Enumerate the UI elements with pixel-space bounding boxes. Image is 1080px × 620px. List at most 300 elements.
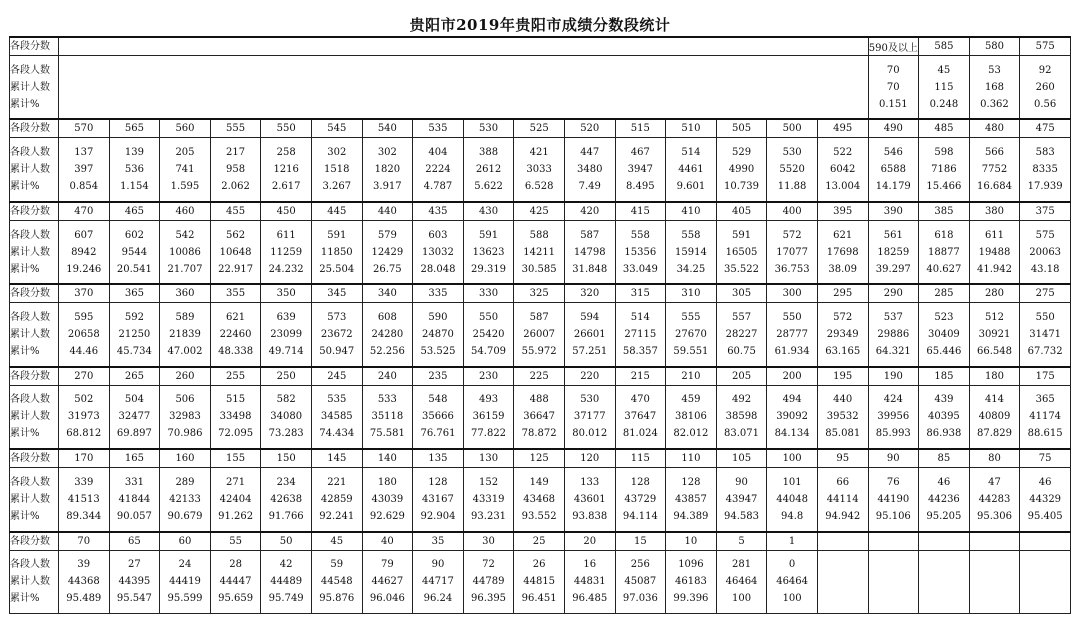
cumulative-value: 17077 bbox=[776, 246, 809, 258]
percent-value: 94.942 bbox=[825, 510, 861, 522]
score-cell: 240 bbox=[362, 367, 413, 386]
count-value: 591 bbox=[731, 229, 752, 241]
score-cell: 20 bbox=[564, 532, 615, 551]
score-cell: 435 bbox=[413, 202, 464, 221]
score-cell: 360 bbox=[160, 284, 211, 303]
value-cell bbox=[666, 468, 717, 532]
percent-value: 63.165 bbox=[825, 346, 861, 358]
cumulative-value: 13032 bbox=[422, 246, 454, 258]
score-cell: 290 bbox=[868, 284, 919, 303]
percent-value: 19.246 bbox=[66, 263, 102, 275]
data-row bbox=[10, 138, 1071, 202]
score-cell: 180 bbox=[969, 367, 1020, 386]
value-cell bbox=[160, 220, 211, 284]
cumulative-value: 2224 bbox=[425, 164, 451, 176]
score-cell: 80 bbox=[969, 449, 1020, 468]
value-cell bbox=[59, 468, 110, 532]
percent-value: 30.585 bbox=[521, 263, 557, 275]
cumulative-value: 44368 bbox=[67, 576, 100, 588]
value-cell bbox=[59, 138, 110, 202]
blank-cell bbox=[59, 37, 869, 56]
cumulative-value: 44717 bbox=[422, 576, 454, 588]
value-cell bbox=[210, 220, 261, 284]
score-cell: 375 bbox=[1020, 202, 1071, 221]
percent-value: 16.684 bbox=[976, 181, 1012, 193]
score-cell: 580 bbox=[969, 37, 1020, 56]
value-cell bbox=[261, 385, 312, 449]
count-value: 611 bbox=[984, 229, 1005, 241]
count-value: 128 bbox=[630, 476, 650, 488]
percent-value: 17.939 bbox=[1027, 181, 1063, 193]
cumulative-value: 44236 bbox=[927, 493, 960, 505]
percent-value: 75.581 bbox=[369, 428, 405, 440]
value-cell bbox=[969, 385, 1020, 449]
cumulative-value: 15914 bbox=[675, 246, 707, 258]
value-cell bbox=[615, 220, 666, 284]
cumulative-value bbox=[869, 573, 919, 590]
percent-value: 29.319 bbox=[471, 263, 507, 275]
score-cell: 355 bbox=[210, 284, 261, 303]
count-value: 302 bbox=[377, 147, 397, 159]
cumulative-value: 44190 bbox=[877, 493, 910, 505]
count-value: 514 bbox=[681, 147, 701, 159]
value-cell bbox=[716, 220, 767, 284]
percent-value: 68.812 bbox=[66, 428, 102, 440]
count-value: 602 bbox=[124, 229, 144, 241]
cumulative-value: 23099 bbox=[270, 329, 303, 341]
cumulative-value bbox=[1020, 573, 1070, 590]
cumulative-value: 23672 bbox=[320, 329, 353, 341]
count-value: 561 bbox=[883, 229, 903, 241]
value-cell bbox=[59, 550, 110, 613]
row-labels bbox=[10, 56, 59, 120]
cumulative-value: 44283 bbox=[978, 493, 1011, 505]
row-label-cumulative: 累计人数 bbox=[10, 246, 50, 258]
value-cell bbox=[615, 550, 666, 613]
percent-value: 91.766 bbox=[268, 510, 304, 522]
score-cell bbox=[969, 532, 1020, 551]
cumulative-value: 8335 bbox=[1032, 164, 1058, 176]
value-cell bbox=[261, 138, 312, 202]
percent-value: 47.002 bbox=[167, 346, 203, 358]
row-label-count: 各段人数 bbox=[10, 64, 50, 76]
cumulative-value: 41174 bbox=[1029, 411, 1062, 423]
percent-value: 72.095 bbox=[218, 428, 254, 440]
score-cell: 490 bbox=[868, 119, 919, 138]
cumulative-value: 18877 bbox=[927, 246, 960, 258]
row-label-score: 各段分数 bbox=[10, 202, 59, 221]
cumulative-value: 260 bbox=[1035, 81, 1055, 93]
percent-value: 24.232 bbox=[268, 263, 304, 275]
count-value: 535 bbox=[327, 394, 347, 406]
score-cell: 280 bbox=[969, 284, 1020, 303]
count-value: 90 bbox=[431, 559, 445, 571]
count-value: 281 bbox=[731, 559, 752, 571]
cumulative-value: 26601 bbox=[573, 329, 606, 341]
cumulative-value: 42404 bbox=[219, 493, 252, 505]
cumulative-value: 44789 bbox=[472, 576, 505, 588]
value-cell bbox=[362, 303, 413, 367]
score-header-row bbox=[10, 37, 1071, 56]
row-label-score: 各段分数 bbox=[10, 532, 59, 551]
cumulative-value: 8942 bbox=[71, 246, 97, 258]
percent-value: 40.627 bbox=[926, 263, 962, 275]
data-row bbox=[10, 56, 1071, 120]
value-cell bbox=[868, 56, 919, 120]
value-cell bbox=[767, 550, 818, 613]
score-cell: 430 bbox=[463, 202, 514, 221]
value-cell bbox=[413, 550, 464, 613]
score-cell: 555 bbox=[210, 119, 261, 138]
percent-value: 89.344 bbox=[66, 510, 102, 522]
value-cell bbox=[311, 468, 362, 532]
count-value: 289 bbox=[175, 476, 195, 488]
cumulative-value: 42859 bbox=[320, 493, 353, 505]
value-cell bbox=[767, 138, 818, 202]
percent-value: 78.872 bbox=[521, 428, 557, 440]
percent-value: 59.551 bbox=[673, 346, 709, 358]
row-labels bbox=[10, 550, 59, 613]
value-cell bbox=[716, 303, 767, 367]
score-cell bbox=[1020, 532, 1071, 551]
percent-value: 39.297 bbox=[875, 263, 911, 275]
value-cell bbox=[59, 385, 110, 449]
count-value: 339 bbox=[74, 476, 94, 488]
count-value: 494 bbox=[782, 394, 802, 406]
cumulative-value: 20063 bbox=[1029, 246, 1062, 258]
count-value: 42 bbox=[279, 559, 293, 571]
percent-value: 6.528 bbox=[524, 181, 554, 193]
count-value bbox=[919, 556, 969, 573]
percent-value: 100 bbox=[731, 593, 752, 605]
cumulative-value: 31471 bbox=[1029, 329, 1062, 341]
score-cell: 480 bbox=[969, 119, 1020, 138]
cumulative-value: 41513 bbox=[67, 493, 100, 505]
score-cell: 5 bbox=[716, 532, 767, 551]
percent-value: 15.466 bbox=[926, 181, 962, 193]
value-cell bbox=[1020, 550, 1071, 613]
value-cell bbox=[564, 303, 615, 367]
count-value: 133 bbox=[580, 476, 600, 488]
score-cell: 345 bbox=[311, 284, 362, 303]
cumulative-value: 22460 bbox=[219, 329, 252, 341]
cumulative-value: 11850 bbox=[320, 246, 353, 258]
count-value: 26 bbox=[532, 559, 546, 571]
percent-value bbox=[919, 590, 969, 607]
score-cell: 405 bbox=[716, 202, 767, 221]
score-cell: 250 bbox=[261, 367, 312, 386]
count-value: 523 bbox=[934, 312, 954, 324]
percent-value: 66.548 bbox=[976, 346, 1012, 358]
count-value: 591 bbox=[327, 229, 347, 241]
value-cell bbox=[514, 303, 565, 367]
value-cell bbox=[564, 468, 615, 532]
score-cell: 335 bbox=[413, 284, 464, 303]
score-cell: 530 bbox=[463, 119, 514, 138]
percent-value: 80.012 bbox=[572, 428, 608, 440]
count-value: 234 bbox=[276, 476, 296, 488]
cumulative-value: 115 bbox=[934, 81, 954, 93]
score-cell: 25 bbox=[514, 532, 565, 551]
percent-value: 0.854 bbox=[69, 181, 99, 193]
percent-value: 92.241 bbox=[319, 510, 355, 522]
count-value: 591 bbox=[479, 229, 499, 241]
score-cell: 485 bbox=[919, 119, 970, 138]
count-value: 493 bbox=[479, 394, 499, 406]
value-cell bbox=[817, 550, 868, 613]
percent-value: 94.114 bbox=[622, 510, 658, 522]
score-cell: 285 bbox=[919, 284, 970, 303]
value-cell bbox=[564, 138, 615, 202]
count-value: 587 bbox=[529, 312, 549, 324]
row-label-count: 各段人数 bbox=[10, 229, 50, 241]
value-cell bbox=[969, 56, 1020, 120]
row-label-score: 各段分数 bbox=[10, 37, 59, 56]
value-cell bbox=[868, 303, 919, 367]
percent-value: 96.046 bbox=[369, 593, 405, 605]
count-value: 512 bbox=[984, 312, 1005, 324]
cumulative-value: 9544 bbox=[121, 246, 148, 258]
percent-value: 99.396 bbox=[673, 593, 709, 605]
row-labels bbox=[10, 220, 59, 284]
cumulative-value: 30921 bbox=[978, 329, 1011, 341]
count-value: 557 bbox=[731, 312, 752, 324]
value-cell bbox=[767, 468, 818, 532]
count-value: 302 bbox=[327, 147, 347, 159]
percent-value: 52.256 bbox=[369, 346, 405, 358]
cumulative-value: 536 bbox=[124, 164, 144, 176]
count-value: 533 bbox=[377, 394, 397, 406]
percent-value: 2.062 bbox=[221, 181, 250, 193]
percent-value: 53.525 bbox=[420, 346, 456, 358]
value-cell bbox=[615, 303, 666, 367]
value-cell bbox=[311, 220, 362, 284]
count-value: 621 bbox=[226, 312, 246, 324]
score-cell: 540 bbox=[362, 119, 413, 138]
cumulative-value: 4990 bbox=[728, 164, 755, 176]
cumulative-value: 41844 bbox=[118, 493, 151, 505]
score-cell: 215 bbox=[615, 367, 666, 386]
percent-value: 31.848 bbox=[572, 263, 608, 275]
cumulative-value bbox=[818, 573, 868, 590]
percent-value: 64.321 bbox=[875, 346, 911, 358]
value-cell bbox=[160, 138, 211, 202]
row-label-percent: 累计% bbox=[10, 263, 40, 275]
count-value: 447 bbox=[580, 147, 600, 159]
count-value: 639 bbox=[276, 312, 296, 324]
percent-value: 85.081 bbox=[825, 428, 861, 440]
cumulative-value: 7186 bbox=[931, 164, 957, 176]
percent-value: 4.787 bbox=[423, 181, 453, 193]
cumulative-value: 37647 bbox=[624, 411, 657, 423]
count-value: 439 bbox=[934, 394, 954, 406]
cumulative-value: 44114 bbox=[826, 493, 859, 505]
value-cell bbox=[210, 385, 261, 449]
count-value: 388 bbox=[479, 147, 499, 159]
count-value: 579 bbox=[377, 229, 397, 241]
count-value: 550 bbox=[782, 312, 802, 324]
value-cell bbox=[564, 220, 615, 284]
score-cell: 70 bbox=[59, 532, 110, 551]
row-label-score: 各段分数 bbox=[10, 284, 59, 303]
percent-value: 26.75 bbox=[373, 263, 402, 275]
count-value: 365 bbox=[1035, 394, 1055, 406]
row-label-count: 各段人数 bbox=[10, 147, 50, 159]
percent-value: 33.049 bbox=[622, 263, 658, 275]
percent-value: 90.679 bbox=[167, 510, 203, 522]
score-cell: 85 bbox=[919, 449, 970, 468]
data-row bbox=[10, 550, 1071, 613]
blank-cell bbox=[59, 56, 869, 120]
cumulative-value: 36647 bbox=[523, 411, 556, 423]
cumulative-value: 44831 bbox=[573, 576, 606, 588]
percent-value: 21.707 bbox=[167, 263, 203, 275]
cumulative-value: 46183 bbox=[675, 576, 707, 588]
value-cell bbox=[716, 550, 767, 613]
score-cell: 245 bbox=[311, 367, 362, 386]
percent-value: 60.75 bbox=[727, 346, 756, 358]
count-value: 39 bbox=[77, 559, 91, 571]
percent-value: 91.262 bbox=[218, 510, 254, 522]
percent-value: 45.734 bbox=[116, 346, 152, 358]
percent-value: 65.446 bbox=[926, 346, 962, 358]
cumulative-value: 11259 bbox=[270, 246, 303, 258]
score-cell: 390 bbox=[868, 202, 919, 221]
score-cell: 455 bbox=[210, 202, 261, 221]
percent-value: 48.338 bbox=[218, 346, 254, 358]
count-value: 590 bbox=[428, 312, 448, 324]
row-label-cumulative: 累计人数 bbox=[10, 576, 50, 588]
value-cell bbox=[969, 468, 1020, 532]
count-value bbox=[869, 556, 919, 573]
cumulative-value: 6042 bbox=[829, 164, 856, 176]
score-cell: 400 bbox=[767, 202, 818, 221]
score-cell: 75 bbox=[1020, 449, 1071, 468]
score-header-row bbox=[10, 284, 1071, 303]
count-value: 101 bbox=[782, 476, 802, 488]
score-cell: 315 bbox=[615, 284, 666, 303]
percent-value: 43.18 bbox=[1030, 263, 1060, 275]
score-cell: 175 bbox=[1020, 367, 1071, 386]
percent-value: 69.897 bbox=[116, 428, 152, 440]
score-cell: 415 bbox=[615, 202, 666, 221]
value-cell bbox=[160, 385, 211, 449]
value-cell bbox=[1020, 468, 1071, 532]
data-row bbox=[10, 468, 1071, 532]
cumulative-value: 40809 bbox=[978, 411, 1011, 423]
score-cell: 325 bbox=[514, 284, 565, 303]
value-cell bbox=[969, 220, 1020, 284]
count-value: 588 bbox=[529, 229, 549, 241]
score-cell: 145 bbox=[311, 449, 362, 468]
score-cell: 515 bbox=[615, 119, 666, 138]
cumulative-value: 1820 bbox=[374, 164, 401, 176]
score-header-row bbox=[10, 119, 1071, 138]
percent-value: 35.522 bbox=[724, 263, 760, 275]
cumulative-value: 12429 bbox=[371, 246, 404, 258]
cumulative-value: 39092 bbox=[776, 411, 809, 423]
score-cell: 185 bbox=[919, 367, 970, 386]
count-value: 205 bbox=[175, 147, 195, 159]
page-title: 贵阳市2019年贵阳市成绩分数段统计 bbox=[409, 16, 671, 34]
percent-value: 25.504 bbox=[319, 263, 355, 275]
percent-value: 0.362 bbox=[980, 98, 1009, 110]
percent-value: 95.547 bbox=[116, 593, 152, 605]
cumulative-value: 42638 bbox=[270, 493, 303, 505]
count-value: 592 bbox=[124, 312, 144, 324]
score-cell: 165 bbox=[109, 449, 160, 468]
percent-value: 84.134 bbox=[774, 428, 810, 440]
cumulative-value: 15356 bbox=[624, 246, 657, 258]
percent-value bbox=[1020, 590, 1070, 607]
score-cell: 30 bbox=[463, 532, 514, 551]
count-value: 92 bbox=[1038, 64, 1052, 76]
cumulative-value: 6588 bbox=[880, 164, 907, 176]
value-cell bbox=[463, 303, 514, 367]
value-cell bbox=[311, 303, 362, 367]
cumulative-value: 34585 bbox=[320, 411, 353, 423]
count-value: 258 bbox=[276, 147, 296, 159]
percent-value: 96.485 bbox=[572, 593, 608, 605]
score-header-row bbox=[10, 367, 1071, 386]
cumulative-value: 35118 bbox=[371, 411, 404, 423]
score-cell: 105 bbox=[716, 449, 767, 468]
percent-value bbox=[869, 590, 919, 607]
count-value: 424 bbox=[883, 394, 903, 406]
count-value: 404 bbox=[428, 147, 448, 159]
score-cell: 535 bbox=[413, 119, 464, 138]
value-cell bbox=[1020, 220, 1071, 284]
score-cell: 340 bbox=[362, 284, 413, 303]
row-label-count: 各段人数 bbox=[10, 394, 50, 406]
value-cell bbox=[210, 550, 261, 613]
value-cell bbox=[868, 220, 919, 284]
count-value: 45 bbox=[937, 64, 951, 76]
value-cell bbox=[160, 468, 211, 532]
count-value: 572 bbox=[782, 229, 802, 241]
value-cell bbox=[564, 550, 615, 613]
cumulative-value: 397 bbox=[74, 164, 94, 176]
score-cell: 425 bbox=[514, 202, 565, 221]
percent-value: 55.972 bbox=[521, 346, 557, 358]
count-value: 530 bbox=[580, 394, 600, 406]
cumulative-value: 44447 bbox=[219, 576, 252, 588]
value-cell bbox=[160, 550, 211, 613]
value-cell bbox=[564, 385, 615, 449]
cumulative-value: 33498 bbox=[219, 411, 252, 423]
percent-value: 38.09 bbox=[828, 263, 858, 275]
value-cell bbox=[666, 303, 717, 367]
value-cell bbox=[59, 220, 110, 284]
cumulative-value: 39532 bbox=[826, 411, 859, 423]
value-cell bbox=[109, 550, 160, 613]
score-cell bbox=[919, 532, 970, 551]
score-cell: 520 bbox=[564, 119, 615, 138]
score-cell: 470 bbox=[59, 202, 110, 221]
value-cell bbox=[109, 138, 160, 202]
value-cell bbox=[514, 550, 565, 613]
cumulative-value: 44815 bbox=[523, 576, 556, 588]
count-value: 1096 bbox=[678, 559, 704, 571]
cumulative-value: 39956 bbox=[877, 411, 910, 423]
value-cell bbox=[969, 138, 1020, 202]
score-header-row bbox=[10, 532, 1071, 551]
cumulative-value: 1518 bbox=[324, 164, 350, 176]
value-cell bbox=[210, 138, 261, 202]
percent-value bbox=[970, 590, 1020, 607]
cumulative-value: 29886 bbox=[877, 329, 910, 341]
value-cell bbox=[767, 385, 818, 449]
